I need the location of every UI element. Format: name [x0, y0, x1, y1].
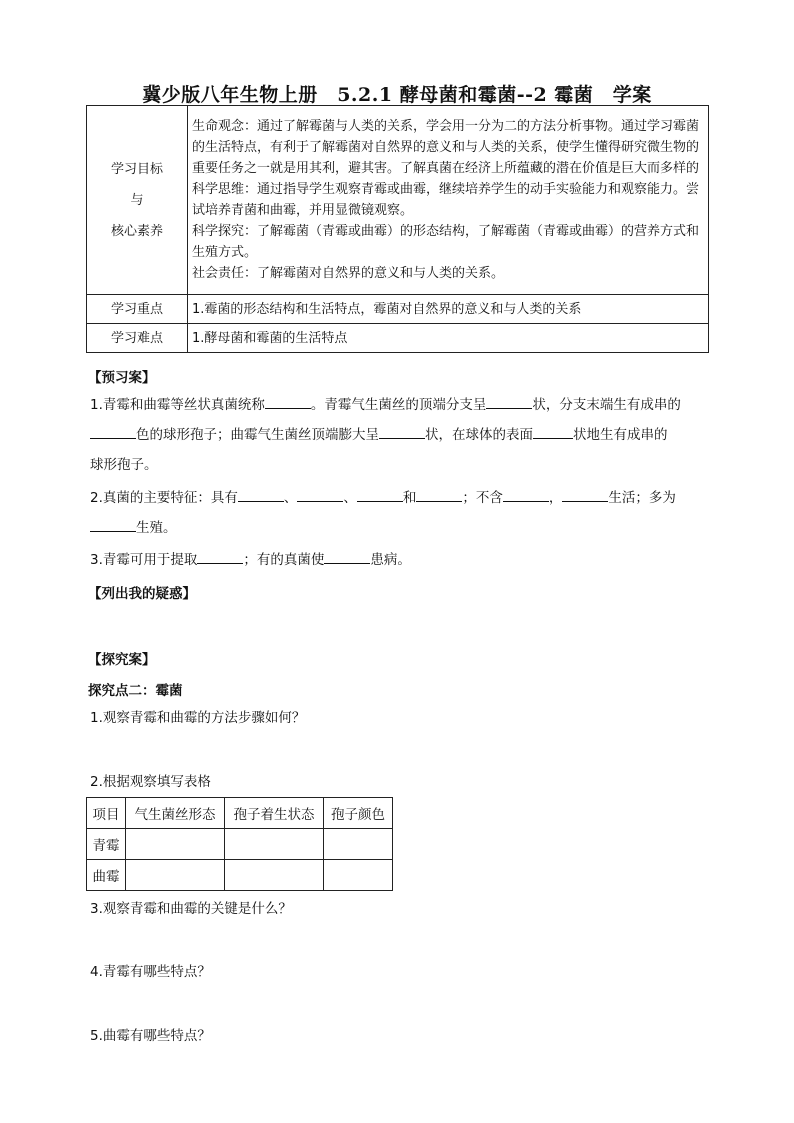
observation-row — [87, 829, 393, 860]
objective-scientific-inquiry: 科学探究：了解霉菌（青霉或曲霉）的形态结构，了解霉菌（青霉或曲霉）的营养方式和生殖方式。 — [192, 224, 700, 260]
explore-point-heading: 探究点二：霉菌 — [88, 683, 183, 699]
objectives-label — [87, 106, 188, 295]
observation-row-label: 青霉 — [87, 829, 126, 860]
q1-text: 。青霉气生菌丝的顶端分支呈 — [310, 397, 487, 413]
q2-blank-5[interactable] — [503, 487, 549, 502]
q1-blank-3[interactable] — [90, 424, 136, 439]
q2-blank-7[interactable] — [90, 517, 136, 532]
q1-blank-1[interactable] — [265, 394, 311, 409]
objectives-table — [86, 105, 709, 353]
q3-text: ；有的真菌使 — [243, 552, 325, 568]
q2-text: 生殖。 — [136, 520, 177, 536]
q2-text: 和 — [402, 490, 417, 506]
observation-header-cell: 项目 — [87, 798, 126, 829]
observation-cell[interactable] — [324, 829, 393, 860]
observation-header-cell: 气生菌丝形态 — [126, 798, 225, 829]
explore-question-2: 2.根据观察填写表格 — [90, 774, 211, 790]
q2-text: 、 — [343, 490, 357, 506]
q2-blank-3[interactable] — [357, 487, 403, 502]
preview-question-2 — [90, 483, 710, 543]
key-points-row — [87, 295, 709, 324]
q2-blank-2[interactable] — [297, 487, 343, 502]
q2-text: 2.真菌的主要特征：具有 — [90, 490, 238, 506]
explore-question-4: 4.青霉有哪些特点？ — [90, 964, 211, 980]
q1-text: 球形孢子。 — [90, 457, 158, 473]
observation-cell[interactable] — [225, 860, 324, 891]
observation-cell[interactable] — [126, 860, 225, 891]
difficulties-label: 学习难点 — [87, 324, 188, 353]
q2-blank-1[interactable] — [238, 487, 284, 502]
q3-text: 患病。 — [370, 552, 411, 568]
key-points-content: 1.霉菌的形态结构和生活特点，霉菌对自然界的意义和与人类的关系 — [188, 295, 709, 324]
objectives-label-line: 与 — [130, 192, 144, 208]
objectives-label-line: 学习目标 — [110, 161, 163, 177]
explore-question-5: 5.曲霉有哪些特点？ — [90, 1028, 211, 1044]
q3-blank-2[interactable] — [324, 549, 370, 564]
preview-heading: 【预习案】 — [88, 370, 156, 386]
q3-text: 3.青霉可用于提取 — [90, 552, 198, 568]
explore-heading: 【探究案】 — [88, 652, 156, 668]
observation-header-row — [87, 798, 393, 829]
observation-cell[interactable] — [324, 860, 393, 891]
q1-text: 色的球形孢子；曲霉气生菌丝顶端膨大呈 — [136, 427, 379, 443]
preview-question-1 — [90, 390, 710, 480]
preview-question-3 — [90, 545, 710, 575]
q1-text: 状，分支末端生有成串的 — [532, 397, 681, 413]
observation-header-cell: 孢子着生状态 — [225, 798, 324, 829]
observation-table — [86, 797, 393, 891]
page-title: 冀少版八年生物上册 5.2.1 酵母菌和霉菌--2 霉菌 学案 — [142, 84, 652, 106]
objectives-row — [87, 106, 709, 295]
observation-cell[interactable] — [126, 829, 225, 860]
q3-blank-1[interactable] — [197, 549, 243, 564]
difficulties-content: 1.酵母菌和霉菌的生活特点 — [188, 324, 709, 353]
objective-scientific-thinking: 科学思维：通过指导学生观察青霉或曲霉，继续培养学生的动手实验能力和观察能力。尝试培养青菌和曲霉，并用显微镜观察。 — [192, 182, 700, 218]
q2-text: 生活；多为 — [608, 490, 676, 506]
q2-text: ， — [548, 490, 563, 506]
q1-text: 状地生有成串的 — [573, 427, 668, 443]
q1-text: 1.青霉和曲霉等丝状真菌统称 — [90, 397, 265, 413]
q2-text: 、 — [283, 490, 298, 506]
objective-social-responsibility: 社会责任：了解霉菌对自然界的意义和与人类的关系。 — [192, 266, 505, 281]
q2-blank-6[interactable] — [562, 487, 608, 502]
q1-blank-5[interactable] — [533, 424, 573, 439]
q1-blank-4[interactable] — [379, 424, 425, 439]
q1-text: 状，在球体的表面 — [425, 427, 533, 443]
explore-question-1: 1.观察青霉和曲霉的方法步骤如何？ — [90, 710, 306, 726]
key-points-label: 学习重点 — [87, 295, 188, 324]
objective-life-concept: 生命观念：通过了解霉菌与人类的关系，学会用一分为二的方法分析事物。通过学习霉菌的生活特点，有利于了解霉菌对自然界的意义和与人类的关系，使学生懂得研究微生物的重要任务之一就是用其利，避其害。了解真菌在经济上所蕴藏的潜在价值是巨大而多样的 — [192, 119, 700, 176]
doubts-heading: 【列出我的疑惑】 — [88, 586, 196, 602]
q2-blank-4[interactable] — [416, 487, 462, 502]
difficulties-row — [87, 324, 709, 353]
observation-header-cell: 孢子颜色 — [324, 798, 393, 829]
objectives-content — [188, 106, 709, 295]
observation-row-label: 曲霉 — [87, 860, 126, 891]
objectives-label-line: 核心素养 — [110, 223, 163, 239]
q1-blank-2[interactable] — [486, 394, 532, 409]
explore-question-3: 3.观察青霉和曲霉的关键是什么？ — [90, 901, 292, 917]
q2-text: ；不含 — [462, 490, 503, 506]
observation-row — [87, 860, 393, 891]
observation-cell[interactable] — [225, 829, 324, 860]
